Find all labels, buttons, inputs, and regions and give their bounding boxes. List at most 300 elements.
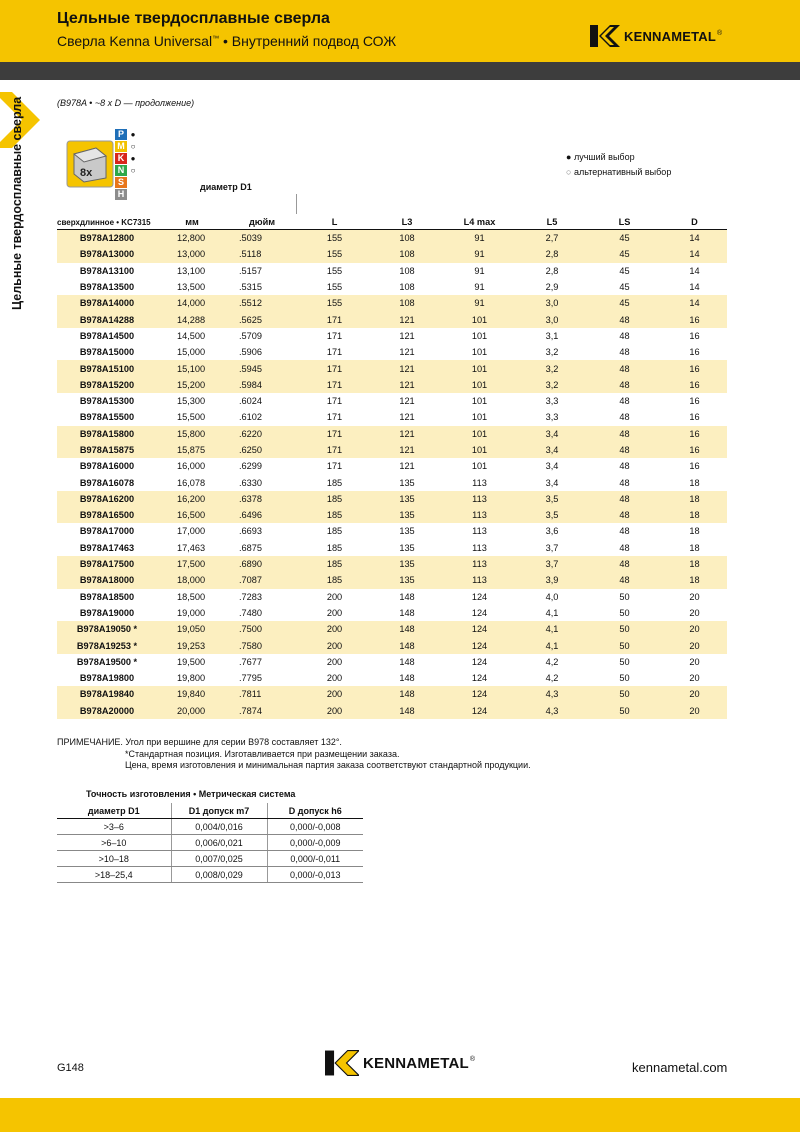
- cell-mm: 14,000: [157, 295, 227, 311]
- cell-ls: 45: [587, 295, 662, 311]
- tol-cell-d: 0,000/-0,009: [267, 835, 363, 851]
- table-row: [57, 230, 727, 247]
- cell-code: B978A19800: [79, 673, 135, 684]
- cell-l4: 124: [442, 621, 517, 637]
- cell-code: B978A15000: [79, 347, 135, 358]
- cell-l: 171: [326, 330, 343, 341]
- cell-l3: 148: [372, 703, 442, 719]
- cell-code: B978A19000: [79, 607, 135, 618]
- cell-mm: 17,500: [157, 556, 227, 572]
- cell-ls: 50: [619, 656, 630, 667]
- cell-d: 16: [689, 347, 700, 358]
- cell-inch: .5984: [227, 377, 297, 393]
- cell-l5: 3,3: [545, 412, 559, 423]
- cell-l: 185: [326, 477, 343, 488]
- cell-l5: 3,4: [517, 442, 587, 458]
- cell-l: 185: [297, 507, 372, 523]
- cell-l5: 4,2: [545, 673, 559, 684]
- cell-d: 20: [662, 637, 727, 653]
- col-header-mm: мм: [157, 215, 227, 230]
- page-subtitle: Сверла Kenna Universal™ • Внутренний подвод СОЖ: [57, 33, 397, 49]
- tolerance-row: [57, 835, 363, 851]
- material-row-p: P ●: [115, 129, 139, 141]
- kennametal-k-icon: [590, 25, 620, 47]
- cell-ls: 48: [587, 507, 662, 523]
- cell-l5: 3,0: [517, 295, 587, 311]
- cell-l3: 121: [372, 377, 442, 393]
- cell-ls: 48: [619, 330, 630, 341]
- cell-code: B978A16200: [57, 491, 157, 507]
- cell-l4: 124: [471, 607, 488, 618]
- cell-d: 18: [662, 556, 727, 572]
- cell-code: B978A17500: [57, 556, 157, 572]
- cell-code: B978A16500: [57, 507, 157, 523]
- cell-l: 171: [297, 426, 372, 442]
- cell-l4: 101: [471, 461, 488, 472]
- cell-l: 185: [297, 491, 372, 507]
- cell-l4: 101: [442, 377, 517, 393]
- col-header-ls: LS: [587, 215, 662, 230]
- table-row: [57, 670, 727, 686]
- table-body: [57, 230, 727, 719]
- cell-inch: .5157: [239, 265, 262, 276]
- page-number: G148: [57, 1062, 84, 1074]
- cell-d: 20: [689, 591, 700, 602]
- legend-alt: ○ альтернативный выбор: [566, 167, 672, 177]
- cell-code: B978A15100: [57, 360, 157, 376]
- cell-mm: 15,500: [177, 412, 206, 423]
- cell-l4: 101: [442, 311, 517, 327]
- cell-l3: 148: [372, 637, 442, 653]
- cell-l4: 101: [471, 412, 488, 423]
- cell-inch: .6378: [227, 491, 297, 507]
- cell-mm: 19,840: [157, 686, 227, 702]
- cell-l4: 91: [442, 246, 517, 262]
- cell-code: B978A13100: [79, 265, 135, 276]
- table-row: [57, 703, 727, 719]
- table-row: [57, 556, 727, 572]
- cell-code: B978A16000: [79, 461, 135, 472]
- cell-code: B978A18500: [79, 591, 135, 602]
- cell-l4: 113: [442, 507, 517, 523]
- table-row: [57, 589, 727, 605]
- cell-l5: 3,1: [545, 330, 559, 341]
- cell-code: B978A14500: [79, 330, 135, 341]
- cell-d: 20: [689, 656, 700, 667]
- material-row-m: M ○: [115, 141, 139, 153]
- cell-inch: .5906: [239, 347, 262, 358]
- page-header: [0, 0, 800, 62]
- cell-l: 171: [326, 412, 343, 423]
- cell-mm: 15,875: [157, 442, 227, 458]
- cell-l: 171: [297, 377, 372, 393]
- cell-l5: 3,5: [517, 507, 587, 523]
- cell-mm: 18,500: [177, 591, 206, 602]
- cell-mm: 15,100: [157, 360, 227, 376]
- cell-code: B978A14000: [57, 295, 157, 311]
- cell-inch: .6496: [227, 507, 297, 523]
- cell-ls: 50: [587, 637, 662, 653]
- material-grid: [115, 129, 139, 201]
- cell-inch: .5315: [239, 282, 262, 293]
- tolerance-title: Точность изготовления • Метрическая система: [86, 789, 296, 799]
- table-row: [57, 344, 727, 360]
- cell-l3: 121: [372, 311, 442, 327]
- brand-logo: [590, 25, 722, 47]
- material-row-h: H: [115, 189, 139, 201]
- cell-d: 20: [662, 621, 727, 637]
- legend-best: ● лучший выбор: [566, 152, 635, 162]
- empty-dot-icon: ○: [566, 167, 572, 177]
- cell-inch: .6875: [239, 542, 262, 553]
- table-row: [57, 621, 727, 637]
- tol-col-d: D допуск h6: [267, 803, 363, 819]
- cell-l: 200: [326, 591, 343, 602]
- cell-l5: 3,2: [517, 377, 587, 393]
- cell-l: 200: [326, 673, 343, 684]
- cell-inch: .6250: [227, 442, 297, 458]
- cell-l3: 108: [372, 246, 442, 262]
- cell-l5: 4,0: [545, 591, 559, 602]
- cell-l5: 3,0: [517, 311, 587, 327]
- tolerance-body: [57, 819, 363, 883]
- cell-mm: 17,000: [177, 526, 206, 537]
- table-row: [57, 540, 727, 556]
- cell-code: B978A15500: [79, 412, 135, 423]
- cell-l: 200: [297, 703, 372, 719]
- cell-l4: 124: [471, 591, 488, 602]
- cell-ls: 48: [619, 347, 630, 358]
- cell-ls: 50: [619, 607, 630, 618]
- cell-inch: .5625: [227, 311, 297, 327]
- cell-d: 16: [689, 461, 700, 472]
- cell-inch: .7580: [227, 637, 297, 653]
- cell-l5: 3,6: [545, 526, 559, 537]
- cell-l3: 121: [372, 360, 442, 376]
- table-row: [57, 458, 727, 474]
- cell-l: 200: [326, 607, 343, 618]
- cell-d: 18: [689, 477, 700, 488]
- page-title: Цельные твердосплавные сверла: [57, 10, 330, 27]
- cell-l4: 124: [442, 637, 517, 653]
- table-row: [57, 328, 727, 344]
- cell-ls: 50: [587, 703, 662, 719]
- cell-l3: 121: [399, 461, 415, 472]
- table-row: [57, 409, 727, 425]
- table-row: [57, 263, 727, 279]
- cell-l3: 135: [372, 491, 442, 507]
- cell-l3: 148: [399, 607, 415, 618]
- cell-code: B978A15875: [57, 442, 157, 458]
- brand-trademark: ®: [717, 29, 723, 37]
- table-header-row: [57, 215, 727, 230]
- page-footer-band: [0, 1098, 800, 1132]
- cell-l3: 148: [399, 673, 415, 684]
- brand-name: KENNAMETAL: [624, 28, 717, 44]
- cell-inch: .7087: [227, 572, 297, 588]
- cell-d: 20: [662, 703, 727, 719]
- tol-cell-d1: 0,004/0,016: [171, 819, 267, 835]
- table-row: [57, 523, 727, 539]
- cell-inch: .7811: [227, 686, 297, 702]
- cell-l3: 108: [399, 265, 415, 276]
- cell-d: 18: [662, 491, 727, 507]
- table-row: [57, 442, 727, 458]
- cell-l3: 121: [372, 442, 442, 458]
- cell-l3: 148: [399, 656, 415, 667]
- cell-mm: 16,000: [177, 461, 206, 472]
- cell-d: 20: [662, 686, 727, 702]
- cell-l4: 101: [471, 347, 488, 358]
- cell-mm: 19,800: [177, 673, 206, 684]
- continuation-note: (B978A • ~8 x D — продолжение): [57, 98, 195, 108]
- cell-inch: .7480: [239, 607, 262, 618]
- col-header-l4: L4 max: [442, 215, 517, 230]
- cell-l: 155: [326, 265, 343, 276]
- cell-d: 14: [662, 295, 727, 311]
- cell-d: 16: [689, 396, 700, 407]
- note-line-2: *Стандартная позиция. Изготавливается при размещении заказа.: [125, 748, 400, 759]
- cell-l: 155: [297, 295, 372, 311]
- table-row: [57, 605, 727, 621]
- tol-cell-d: 0,000/-0,008: [267, 819, 363, 835]
- cell-l: 200: [297, 686, 372, 702]
- cell-l3: 135: [399, 477, 415, 488]
- cell-ls: 48: [587, 442, 662, 458]
- website-link[interactable]: kennametal.com: [632, 1060, 728, 1075]
- cell-l3: 148: [399, 591, 415, 602]
- tolerance-row: [57, 819, 363, 835]
- cell-inch: .6890: [227, 556, 297, 572]
- table-row: [57, 474, 727, 490]
- cell-l: 155: [297, 230, 372, 247]
- cell-l5: 3,4: [545, 477, 559, 488]
- cell-ls: 48: [619, 542, 630, 553]
- cell-l5: 3,7: [545, 542, 559, 553]
- cell-l3: 135: [399, 526, 415, 537]
- cell-d: 16: [662, 442, 727, 458]
- kennametal-k-icon: [325, 1050, 359, 1076]
- tol-cell-diameter: >10–18: [57, 851, 171, 867]
- cell-l: 171: [297, 442, 372, 458]
- d1-group-header: диаметр D1: [200, 182, 252, 192]
- footer-logo: [325, 1050, 475, 1076]
- tol-cell-d1: 0,007/0,025: [171, 851, 267, 867]
- svg-text:8x: 8x: [80, 167, 93, 179]
- cell-code: B978A14288: [57, 311, 157, 327]
- cell-ls: 48: [619, 412, 630, 423]
- cell-l: 171: [326, 396, 343, 407]
- cell-l: 200: [297, 637, 372, 653]
- col-header-l3: L3: [372, 215, 442, 230]
- cell-ls: 48: [619, 526, 630, 537]
- cell-ls: 48: [587, 377, 662, 393]
- cell-l4: 101: [442, 442, 517, 458]
- cell-mm: 14,288: [157, 311, 227, 327]
- cell-l5: 4,2: [545, 656, 559, 667]
- cell-code: B978A15200: [57, 377, 157, 393]
- cell-l3: 121: [399, 396, 415, 407]
- cell-l3: 121: [399, 347, 415, 358]
- cell-mm: 13,000: [157, 246, 227, 262]
- tolerance-header-row: [57, 803, 363, 819]
- cell-ls: 48: [587, 572, 662, 588]
- cell-l5: 2,8: [517, 246, 587, 262]
- cell-mm: 18,000: [157, 572, 227, 588]
- cell-l4: 113: [442, 491, 517, 507]
- cell-ls: 50: [619, 673, 630, 684]
- cell-l3: 108: [399, 282, 415, 293]
- cell-code: B978A16078: [79, 477, 135, 488]
- tol-cell-d1: 0,008/0,029: [171, 867, 267, 883]
- notes: [57, 737, 531, 772]
- cell-l3: 121: [372, 426, 442, 442]
- cell-inch: .7795: [239, 673, 262, 684]
- cell-l5: 4,1: [517, 637, 587, 653]
- cell-code: B978A13500: [79, 282, 135, 293]
- cell-code: B978A15800: [57, 426, 157, 442]
- cell-inch: .5039: [227, 230, 297, 247]
- cell-d: 16: [662, 311, 727, 327]
- table-row: [57, 311, 727, 327]
- cell-mm: 19,500: [177, 656, 206, 667]
- cell-l3: 148: [372, 621, 442, 637]
- cell-l5: 3,2: [517, 360, 587, 376]
- cell-ls: 48: [587, 360, 662, 376]
- material-row-s: S: [115, 177, 139, 189]
- cell-code: B978A13000: [57, 246, 157, 262]
- cell-d: 20: [689, 607, 700, 618]
- cell-d: 18: [662, 507, 727, 523]
- table-row: [57, 377, 727, 393]
- cell-l5: 3,2: [545, 347, 559, 358]
- tol-cell-d: 0,000/-0,013: [267, 867, 363, 883]
- cell-l4: 124: [442, 703, 517, 719]
- cell-inch: .5709: [239, 330, 262, 341]
- note-line-1: ПРИМЕЧАНИЕ. Угол при вершине для серии B978 составляет 132°.: [57, 737, 342, 747]
- cell-l4: 101: [471, 330, 488, 341]
- tol-col-d1: D1 допуск m7: [171, 803, 267, 819]
- cell-l4: 113: [472, 477, 487, 488]
- cell-ls: 48: [619, 396, 630, 407]
- cell-l: 171: [326, 461, 343, 472]
- cell-l5: 3,5: [517, 491, 587, 507]
- cell-l5: 4,3: [517, 703, 587, 719]
- cell-code: B978A19253 *: [57, 637, 157, 653]
- col-header-l5: L5: [517, 215, 587, 230]
- table-row: [57, 686, 727, 702]
- cell-l3: 108: [372, 295, 442, 311]
- cell-code: B978A20000: [57, 703, 157, 719]
- table-row: [57, 295, 727, 311]
- tolerance-row: [57, 851, 363, 867]
- cell-inch: .7874: [227, 703, 297, 719]
- cell-d: 16: [662, 377, 727, 393]
- drill-spec-table: [57, 215, 727, 719]
- cell-l4: 113: [442, 572, 517, 588]
- cell-mm: 15,800: [157, 426, 227, 442]
- cell-mm: 19,050: [157, 621, 227, 637]
- cell-d: 16: [662, 426, 727, 442]
- cell-l3: 148: [372, 686, 442, 702]
- cell-mm: 12,800: [157, 230, 227, 247]
- cell-d: 14: [662, 230, 727, 247]
- cell-inch: .6299: [239, 461, 262, 472]
- header-divider: [296, 194, 297, 214]
- cell-l5: 3,3: [545, 396, 559, 407]
- cell-mm: 16,500: [157, 507, 227, 523]
- table-row: [57, 491, 727, 507]
- cell-l4: 124: [471, 673, 488, 684]
- cell-mm: 13,100: [177, 265, 206, 276]
- cell-mm: 15,200: [157, 377, 227, 393]
- cell-code: B978A17463: [79, 542, 135, 553]
- table-row: [57, 426, 727, 442]
- col-header-inch: дюйм: [227, 215, 297, 230]
- cell-mm: 16,078: [177, 477, 206, 488]
- filled-dot-icon: ●: [566, 152, 572, 162]
- cell-l3: 135: [399, 542, 415, 553]
- tol-col-diameter: диаметр D1: [57, 803, 171, 819]
- table-row: [57, 572, 727, 588]
- cell-l5: 2,9: [545, 282, 559, 293]
- cell-mm: 15,300: [177, 396, 206, 407]
- cell-l3: 135: [372, 572, 442, 588]
- cell-ls: 50: [587, 686, 662, 702]
- cell-ls: 48: [619, 461, 630, 472]
- cell-l5: 2,7: [517, 230, 587, 247]
- cell-inch: .5945: [227, 360, 297, 376]
- cell-l3: 121: [399, 330, 415, 341]
- cell-code: B978A19500 *: [76, 656, 138, 667]
- cell-l5: 3,9: [517, 572, 587, 588]
- cell-d: 18: [662, 572, 727, 588]
- cell-l4: 101: [471, 396, 488, 407]
- cell-code: B978A18000: [57, 572, 157, 588]
- cell-l4: 91: [442, 295, 517, 311]
- cell-inch: .6102: [239, 412, 262, 423]
- cell-l5: 2,8: [545, 265, 559, 276]
- cell-l: 185: [297, 556, 372, 572]
- tol-cell-diameter: >3–6: [57, 819, 171, 835]
- cell-mm: 16,200: [157, 491, 227, 507]
- table-row: [57, 246, 727, 262]
- cell-l4: 101: [442, 360, 517, 376]
- cell-l5: 3,7: [517, 556, 587, 572]
- cell-d: 14: [689, 265, 700, 276]
- cell-inch: .6024: [239, 396, 262, 407]
- cell-inch: .6220: [227, 426, 297, 442]
- cell-ls: 48: [587, 311, 662, 327]
- cell-l: 185: [297, 572, 372, 588]
- cell-d: 18: [689, 542, 700, 553]
- cell-l4: 101: [442, 426, 517, 442]
- tolerance-row: [57, 867, 363, 883]
- cell-inch: .5512: [227, 295, 297, 311]
- cell-ls: 50: [587, 621, 662, 637]
- cell-mm: 19,253: [157, 637, 227, 653]
- cell-l5: 4,1: [545, 607, 559, 618]
- cell-l4: 124: [471, 656, 488, 667]
- cell-l: 200: [326, 656, 343, 667]
- cell-l5: 4,1: [517, 621, 587, 637]
- cell-ls: 45: [587, 230, 662, 247]
- cell-l4: 91: [474, 282, 485, 293]
- tolerance-table: [57, 803, 363, 883]
- material-row-n: N ○: [115, 165, 139, 177]
- cell-d: 16: [689, 412, 700, 423]
- cell-l4: 91: [442, 230, 517, 247]
